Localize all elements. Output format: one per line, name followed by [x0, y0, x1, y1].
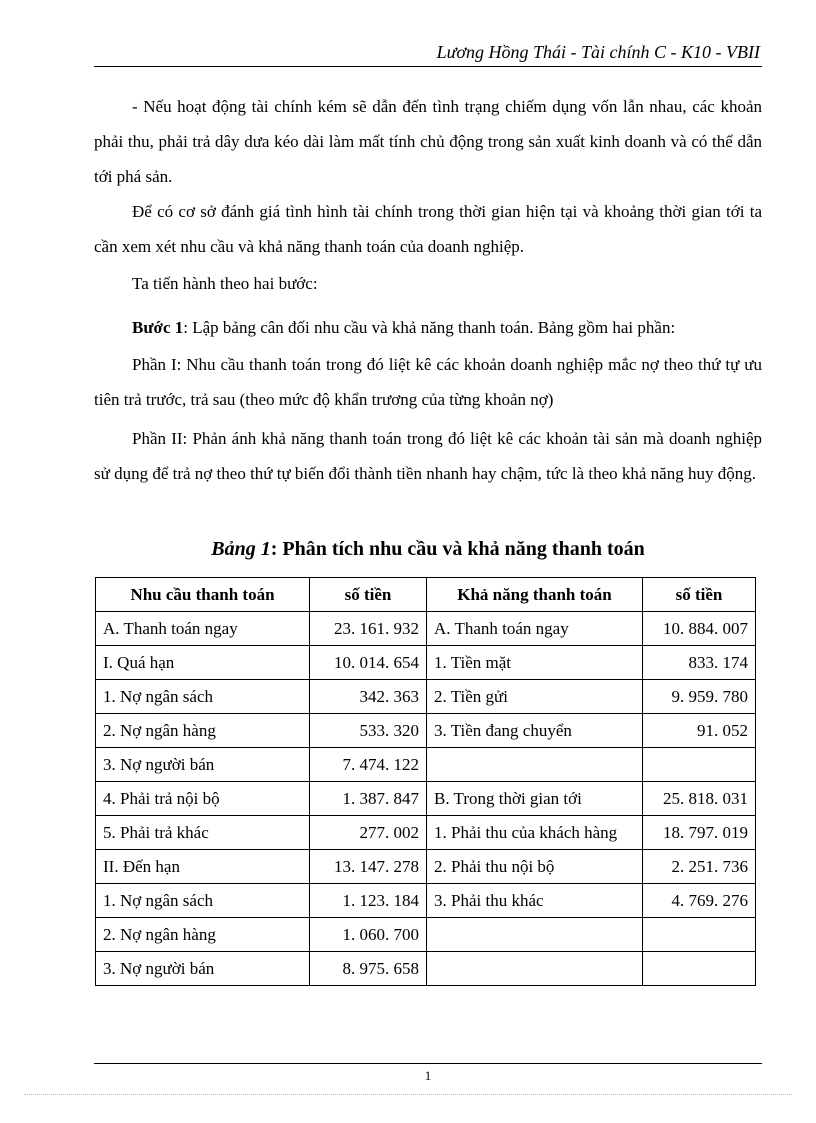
paragraph-3: Ta tiến hành theo hai bước: [132, 274, 318, 293]
cell-needs-item: A. Thanh toán ngay [96, 612, 310, 646]
page-header [94, 40, 762, 67]
cell-capacity-item: 3. Phải thu khác [427, 884, 643, 918]
cell-needs-item: I. Quá hạn [96, 646, 310, 680]
cell-capacity-item [427, 748, 643, 782]
cell-capacity-item [427, 952, 643, 986]
cell-capacity-item: 3. Tiền đang chuyển [427, 714, 643, 748]
cell-needs-amount: 8. 975. 658 [310, 952, 427, 986]
cell-capacity-item: B. Trong thời gian tới [427, 782, 643, 816]
cell-capacity-item [427, 918, 643, 952]
table-row [96, 748, 756, 782]
table-caption-label: Bảng 1 [211, 538, 271, 560]
table-row [96, 952, 756, 986]
table-row [96, 782, 756, 816]
cell-capacity-amount [643, 918, 756, 952]
header-text: Lương Hồng Thái - Tài chính C - K10 - VBII [436, 42, 760, 62]
cell-needs-item: II. Đến hạn [96, 850, 310, 884]
cell-capacity-item: 2. Tiền gửi [427, 680, 643, 714]
cell-needs-item: 1. Nợ ngân sách [96, 680, 310, 714]
cell-needs-item: 2. Nợ ngân hàng [96, 714, 310, 748]
cell-needs-amount: 1. 060. 700 [310, 918, 427, 952]
cell-needs-amount: 1. 123. 184 [310, 884, 427, 918]
header-capacity: Khả năng thanh toán [427, 578, 643, 612]
table-row [96, 816, 756, 850]
cell-capacity-amount: 4. 769. 276 [643, 884, 756, 918]
header-capacity-amount: số tiền [643, 578, 756, 612]
cell-needs-amount: 7. 474. 122 [310, 748, 427, 782]
table-caption-text: : Phân tích nhu cầu và khả năng thanh toán [270, 538, 645, 560]
header-needs-amount: số tiền [310, 578, 427, 612]
cell-capacity-amount: 25. 818. 031 [643, 782, 756, 816]
paragraph-1: - Nếu hoạt động tài chính kém sẽ dẫn đến tình trạng chiếm dụng vốn lẫn nhau, các khoản phải thu, phải trả dây dưa kéo dài làm mất tính chủ động trong sản xuất kinh doanh và có thể dẫn tới phá sản. [94, 97, 762, 186]
cell-needs-amount: 342. 363 [310, 680, 427, 714]
cell-capacity-amount: 9. 959. 780 [643, 680, 756, 714]
cell-capacity-amount [643, 952, 756, 986]
cell-needs-item: 3. Nợ người bán [96, 952, 310, 986]
cell-capacity-amount: 18. 797. 019 [643, 816, 756, 850]
table-row [96, 612, 756, 646]
table-header-row [96, 578, 756, 612]
cell-needs-amount: 277. 002 [310, 816, 427, 850]
cell-capacity-item: 1. Phải thu của khách hàng [427, 816, 643, 850]
paragraph-step-1 [94, 310, 762, 345]
table-caption [94, 531, 762, 567]
cell-needs-item: 2. Nợ ngân hàng [96, 918, 310, 952]
cell-needs-item: 4. Phải trả nội bộ [96, 782, 310, 816]
cell-capacity-item: A. Thanh toán ngay [427, 612, 643, 646]
paragraph-part-2: Phần II: Phản ánh khả năng thanh toán trong đó liệt kê các khoản tài sản mà doanh nghiệp sử dụng để trả nợ theo thứ tự biến đổi thành tiền nhanh hay chậm, tức là theo khả năng huy động. [94, 429, 762, 483]
cell-capacity-amount: 2. 251. 736 [643, 850, 756, 884]
cell-capacity-amount [643, 748, 756, 782]
cell-capacity-item: 1. Tiền mặt [427, 646, 643, 680]
table-row [96, 680, 756, 714]
payment-analysis-table [95, 577, 756, 986]
cell-needs-item: 5. Phải trả khác [96, 816, 310, 850]
cell-needs-amount: 13. 147. 278 [310, 850, 427, 884]
page-footer [94, 1063, 762, 1083]
table-row [96, 646, 756, 680]
cell-needs-amount: 1. 387. 847 [310, 782, 427, 816]
step-1-label: Bước 1 [132, 318, 184, 337]
cell-capacity-amount: 10. 884. 007 [643, 612, 756, 646]
cell-needs-amount: 10. 014. 654 [310, 646, 427, 680]
paragraph-part-1: Phần I: Nhu cầu thanh toán trong đó liệt kê các khoản doanh nghiệp mắc nợ theo thứ tự ưu tiên trả trước, trả sau (theo mức độ khẩn trương của từng khoản nợ) [94, 355, 762, 409]
step-1-text: : Lập bảng cân đối nhu cầu và khả năng thanh toán. Bảng gồm hai phần: [183, 318, 676, 337]
header-needs: Nhu cầu thanh toán [96, 578, 310, 612]
cell-needs-item: 1. Nợ ngân sách [96, 884, 310, 918]
paragraph-2: Để có cơ sở đánh giá tình hình tài chính trong thời gian hiện tại và khoảng thời gian tới ta cần xem xét nhu cầu và khả năng thanh toán của doanh nghiệp. [94, 202, 762, 256]
cell-capacity-item: 2. Phải thu nội bộ [427, 850, 643, 884]
table-row [96, 850, 756, 884]
table-row [96, 918, 756, 952]
cell-needs-item: 3. Nợ người bán [96, 748, 310, 782]
cell-capacity-amount: 833. 174 [643, 646, 756, 680]
page-bottom-separator [24, 1094, 792, 1095]
table-row [96, 884, 756, 918]
page-number: 1 [424, 1068, 432, 1083]
cell-needs-amount: 23. 161. 932 [310, 612, 427, 646]
cell-needs-amount: 533. 320 [310, 714, 427, 748]
cell-capacity-amount: 91. 052 [643, 714, 756, 748]
table-row [96, 714, 756, 748]
